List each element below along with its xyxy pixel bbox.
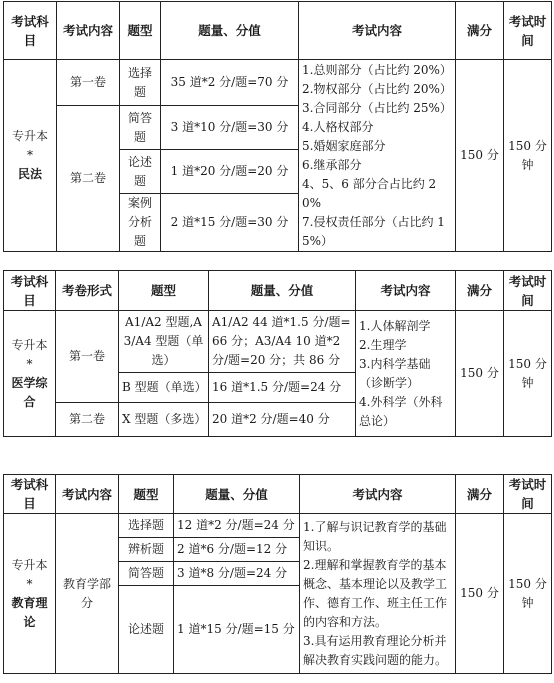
content-item: 4.人格权部分	[302, 119, 374, 134]
subject-prefix: 专升本	[11, 337, 48, 352]
subject-prefix: 专升本	[11, 129, 48, 143]
content-item: 3.内科学基础（诊断学）	[359, 356, 431, 390]
header-full-score: 满分	[456, 2, 504, 60]
question-type: 选择题	[119, 514, 174, 538]
volume-cell: 第一卷	[56, 311, 119, 403]
question-type: X 型题（多选）	[119, 403, 209, 437]
header-question-type: 题型	[119, 271, 209, 311]
full-score: 150 分	[456, 514, 504, 674]
content-item: 1.了解与识记教育学的基础知识。	[303, 519, 447, 553]
header-subject: 考试科目	[4, 271, 56, 311]
question-quantity: 16 道*1.5 分/题=24 分	[209, 373, 356, 403]
question-quantity: 35 道*2 分/题=70 分	[161, 60, 299, 106]
full-score: 150 分	[456, 311, 504, 437]
question-quantity: 1 道*15 分/题=15 分	[174, 586, 300, 674]
content-item: 4.外科学（外科总论）	[359, 394, 443, 428]
exam-content-list	[299, 60, 456, 252]
volume-cell: 第二卷	[57, 106, 120, 252]
header-full-score: 满分	[456, 475, 504, 514]
subject-name: 教育理论	[11, 595, 48, 629]
content-item: 3.具有运用教育理论分析并解决教育实践问题的能力。	[303, 633, 448, 667]
exam-time: 150 分钟	[504, 514, 552, 674]
subject-cell	[4, 60, 57, 252]
question-type: 简答题	[119, 562, 174, 586]
exam-time: 150 分钟	[504, 311, 552, 437]
question-quantity: A1/A2 44 道*1.5 分/题=66 分；A3/A4 10 道*2 分/题=20 分；共 86 分	[209, 311, 356, 373]
content-item: 2.理解和掌握教育学的基本概念、基本理论以及教学工作、德育工作、班主任工作的内容和方法。	[303, 557, 448, 629]
content-item: 5.婚姻家庭部分	[302, 138, 386, 153]
content-item: 2.生理学	[359, 337, 407, 352]
question-type: A1/A2 型题,A3/A4 型题（单选）	[119, 311, 209, 373]
exam-content-list	[356, 311, 456, 437]
question-quantity: 3 道*8 分/题=24 分	[174, 562, 300, 586]
exam-content-list	[300, 514, 456, 674]
table-row	[4, 60, 552, 106]
subject-cell	[4, 311, 56, 437]
exam-table-medical	[3, 270, 552, 437]
header-exam-format: 考卷形式	[56, 271, 119, 311]
subject-name: 民法	[17, 167, 42, 181]
content-item: 6.继承部分	[302, 157, 362, 172]
subject-star: *	[27, 148, 33, 162]
header-subject: 考试科目	[4, 2, 57, 60]
exam-table-civil-law	[3, 1, 552, 252]
header-question-type: 题型	[120, 2, 161, 60]
table-row	[4, 514, 552, 538]
header-exam-time: 考试时间	[504, 475, 552, 514]
question-quantity: 3 道*10 分/题=30 分	[161, 106, 299, 150]
header-row	[4, 271, 552, 311]
header-exam-time: 考试时间	[504, 2, 552, 60]
header-exam-content: 考试内容	[299, 2, 456, 60]
content-item: 2.物权部分（占比约 20%）	[302, 81, 452, 96]
header-full-score: 满分	[456, 271, 504, 311]
header-quantity-score: 题量、分值	[174, 475, 300, 514]
subject-cell	[4, 514, 56, 674]
question-quantity: 12 道*2 分/题=24 分	[174, 514, 300, 538]
header-row	[4, 2, 552, 60]
question-quantity: 20 道*2 分/题=40 分	[209, 403, 356, 437]
header-exam-content: 考试内容	[356, 271, 456, 311]
content-item: 7.侵权责任部分（占比约 15%）	[302, 214, 445, 248]
subject-star: *	[26, 356, 33, 371]
question-type: 简答题	[120, 106, 161, 150]
question-type: B 型题（单选）	[119, 373, 209, 403]
content-item: 4、5、6 部分合占比约 20%	[302, 176, 437, 210]
header-content-part: 考试内容	[57, 2, 120, 60]
subject-star: *	[26, 576, 33, 591]
header-exam-time: 考试时间	[504, 271, 552, 311]
exam-time: 150 分钟	[504, 60, 552, 252]
subject-name: 医学综合	[11, 375, 48, 409]
question-quantity: 1 道*20 分/题=20 分	[161, 150, 299, 194]
header-row	[4, 475, 552, 514]
question-quantity: 2 道*15 分/题=30 分	[161, 194, 299, 252]
full-score: 150 分	[456, 60, 504, 252]
volume-cell: 第一卷	[57, 60, 120, 106]
header-question-type: 题型	[119, 475, 174, 514]
content-item: 1.人体解剖学	[359, 318, 431, 333]
content-item: 3.合同部分（占比约 25%）	[302, 100, 452, 115]
question-type: 选择题	[120, 60, 161, 106]
section-cell: 教育学部分	[56, 514, 119, 674]
question-type: 辨析题	[119, 538, 174, 562]
header-quantity-score: 题量、分值	[161, 2, 299, 60]
exam-table-education	[3, 474, 552, 674]
subject-prefix: 专升本	[11, 557, 48, 572]
volume-cell: 第二卷	[56, 403, 119, 437]
content-item: 1.总则部分（占比约 20%）	[302, 62, 452, 77]
question-type: 论述题	[119, 586, 174, 674]
header-subject: 考试科目	[4, 475, 56, 514]
question-quantity: 2 道*6 分/题=12 分	[174, 538, 300, 562]
header-quantity-score: 题量、分值	[209, 271, 356, 311]
header-content-part: 考试内容	[56, 475, 119, 514]
question-type: 论述题	[120, 150, 161, 194]
question-type: 案例分析题	[120, 194, 161, 252]
table-row	[4, 311, 552, 373]
header-exam-content: 考试内容	[300, 475, 456, 514]
